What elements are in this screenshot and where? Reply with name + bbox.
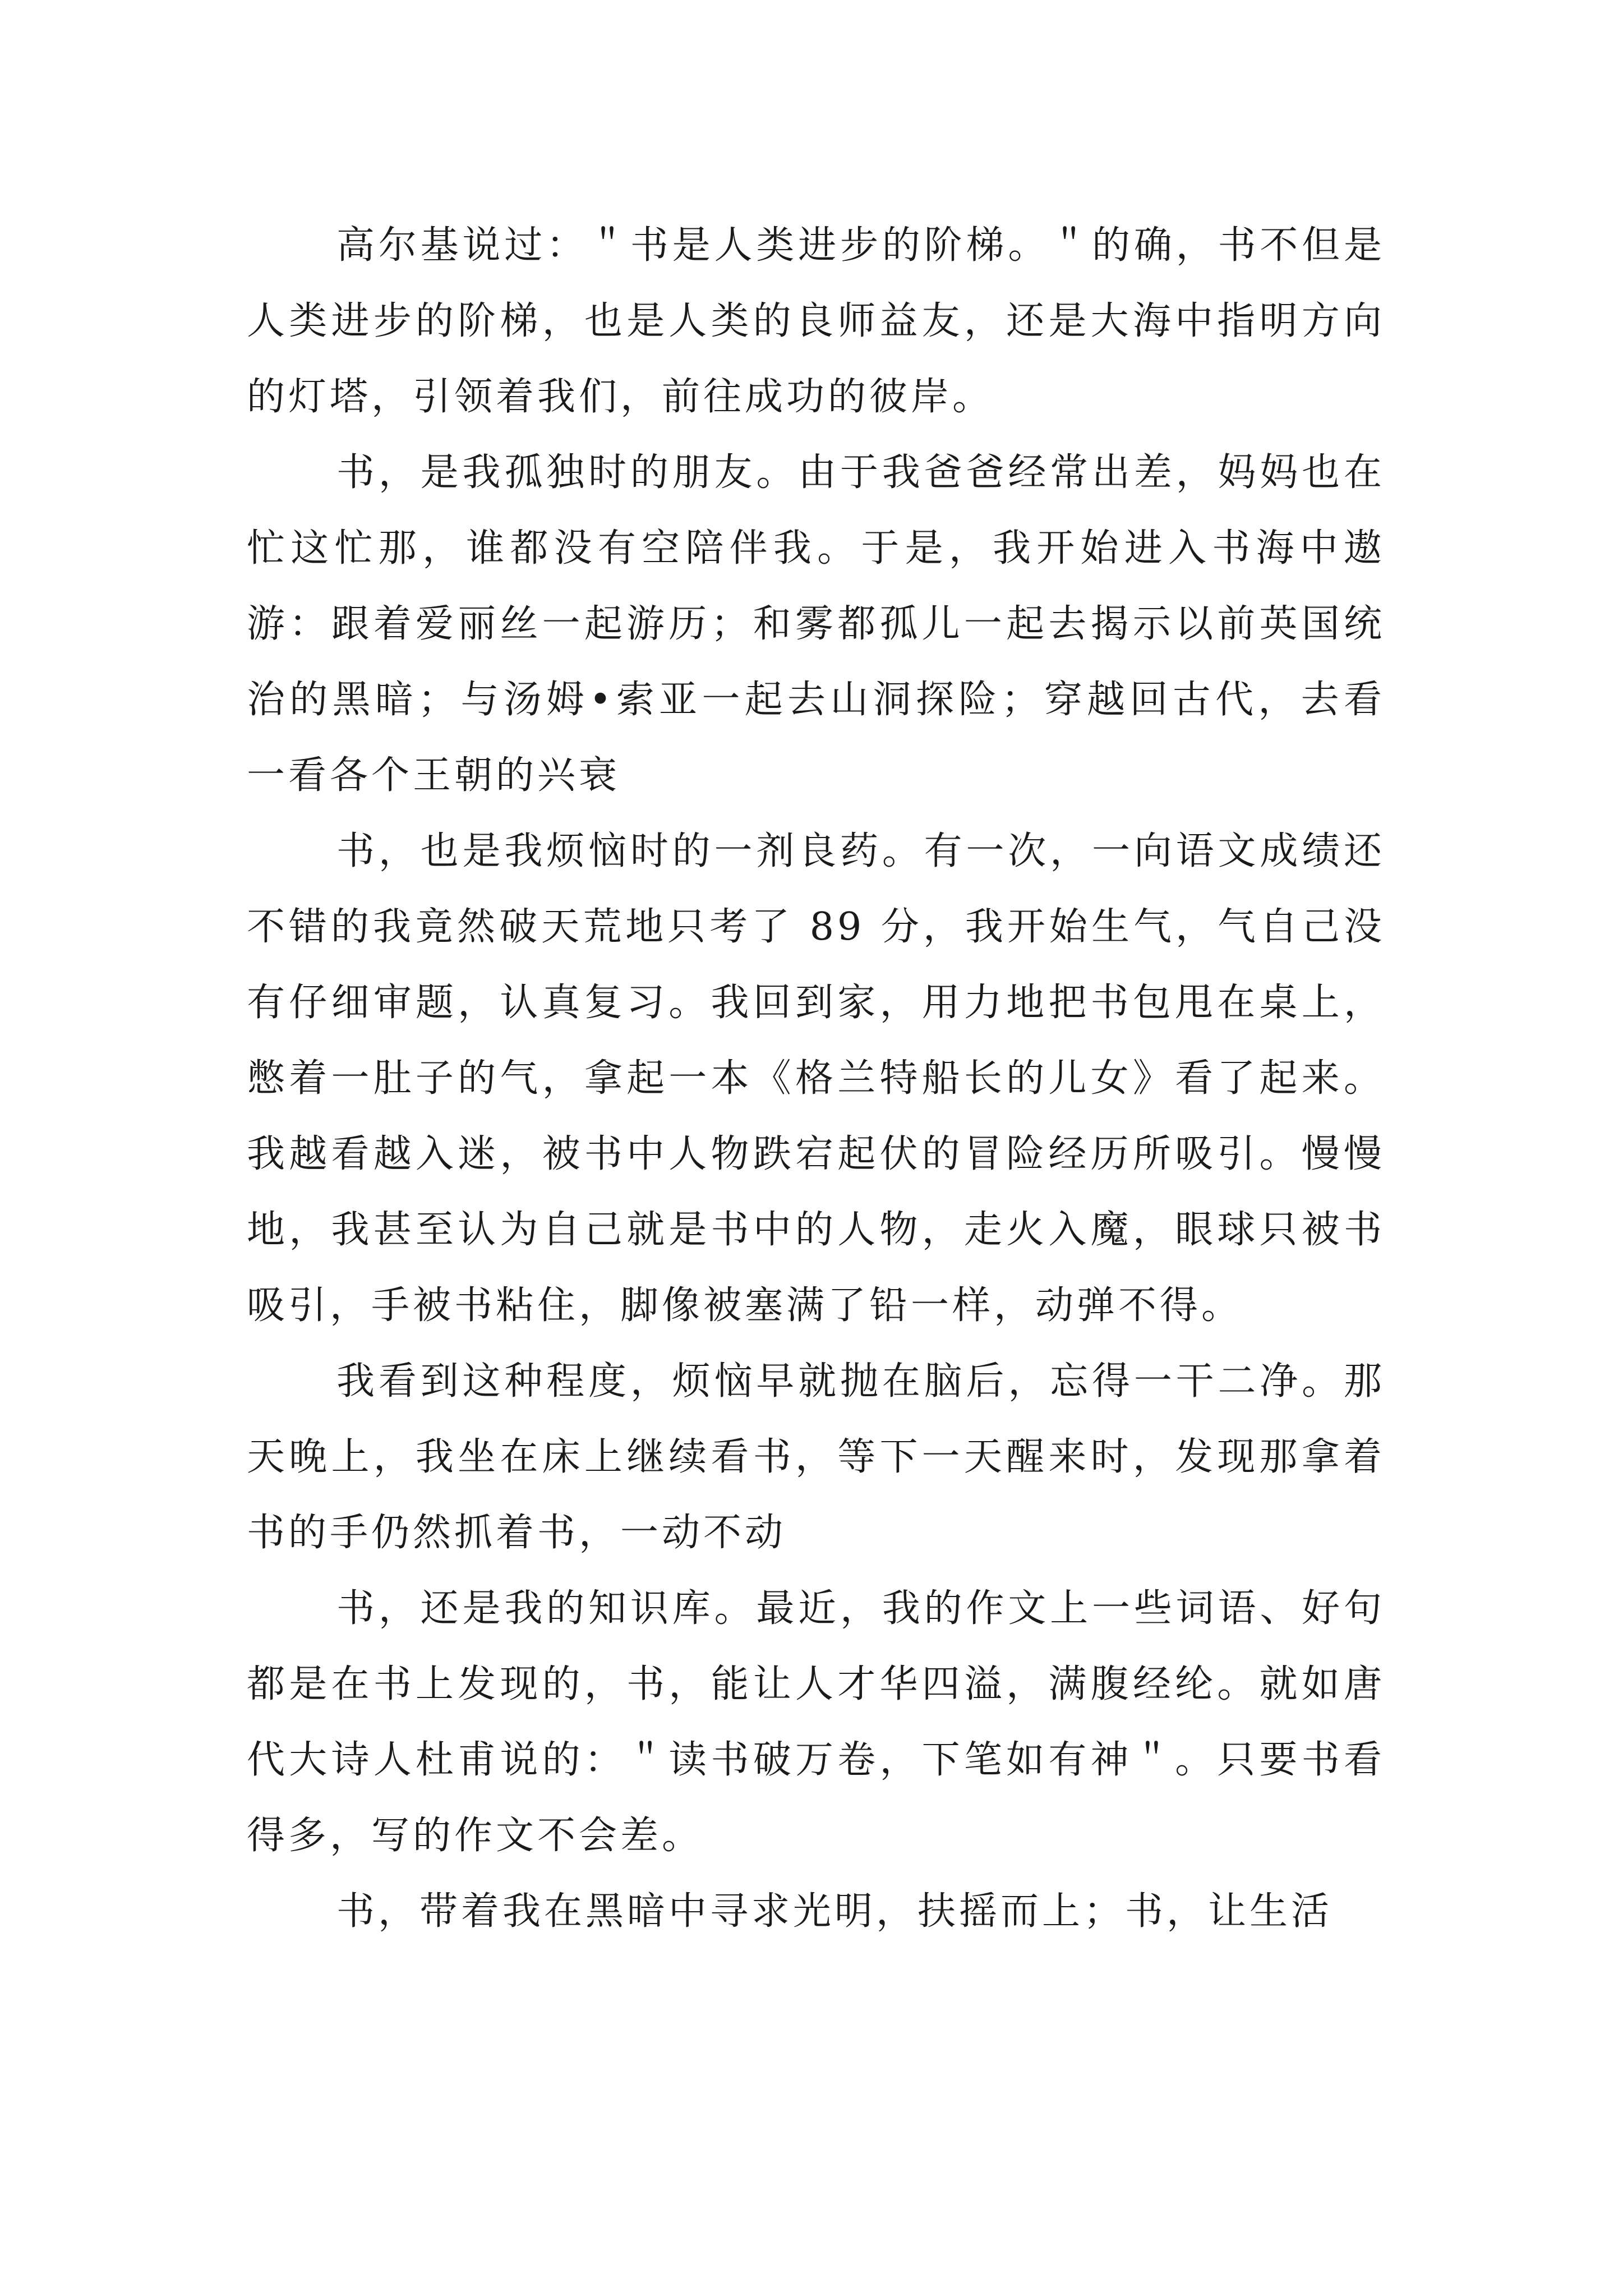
paragraph-lonely-friend: 书，是我孤独时的朋友。由于我爸爸经常出差，妈妈也在忙这忙那，谁都没有空陪伴我。于是，我开始进入书海中遨游：跟着爱丽丝一起游历；和雾都孤儿一起去揭示以前英国统治的黑暗；与汤姆•索亚一起去山洞探险；穿越回古代，去看一看各个王朝的兴衰 (247, 450, 1385, 798)
paragraph-knowledge: 书，还是我的知识库。最近，我的作文上一些词语、好句都是在书上发现的，书，能让人才华四溢，满腹经纶。就如唐代大诗人杜甫说的：＂读书破万卷，下笔如有神＂。只要书看得多，写的作文不会差。 (247, 1586, 1385, 1858)
paragraph-intro: 高尔基说过：＂书是人类进步的阶梯。＂的确，书不但是人类进步的阶梯，也是人类的良师益友，还是大海中指明方向的灯塔，引领着我们，前往成功的彼岸。 (247, 223, 1385, 419)
paragraph-remedy: 书，也是我烦恼时的一剂良药。有一次，一向语文成绩还不错的我竟然破天荒地只考了 89 分，我开始生气，气自己没有仔细审题，认真复习。我回到家，用力地把书包甩在桌上，憋着一肚子的气，拿起一本《格兰特船长的儿女》看了起来。我越看越入迷，被书中人物跌宕起伏的冒险经历所吸引。慢慢地，我甚至认为自己就是书中的人物，走火入魔，眼球只被书吸引，手被书粘住，脚像被塞满了铅一样，动弹不得。 (247, 829, 1385, 1328)
essay-body (247, 208, 1385, 1949)
paragraph-forget-worries: 我看到这种程度，烦恼早就抛在脑后，忘得一干二净。那天晚上，我坐在床上继续看书，等下一天醒来时，发现那拿着书的手仍然抓着书，一动不动 (247, 1359, 1385, 1555)
paragraph-closing: 书，带着我在黑暗中寻求光明，扶摇而上；书，让生活 (336, 1889, 1333, 1934)
